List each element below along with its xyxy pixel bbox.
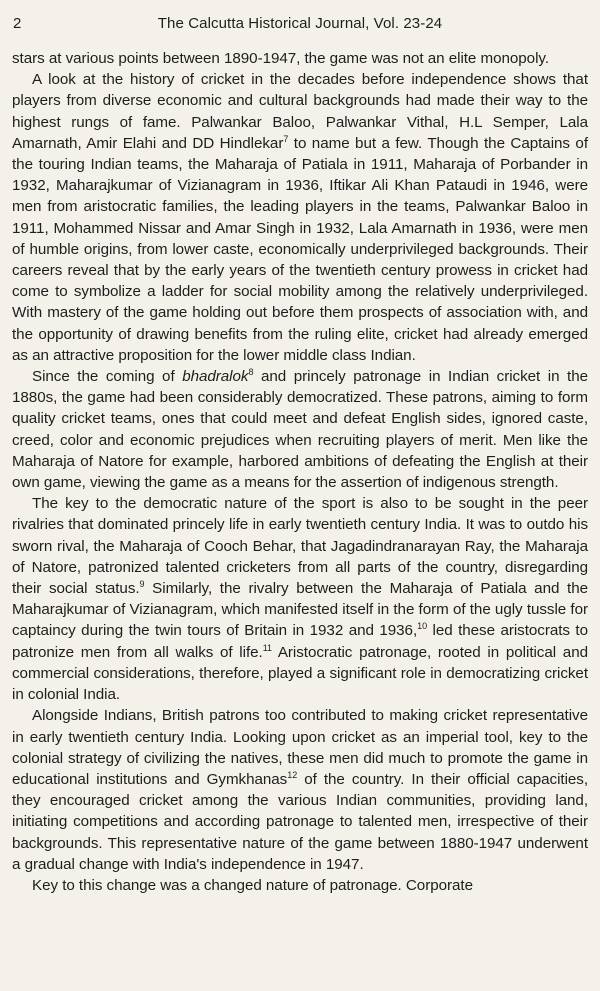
- paragraph-text: Aristocratic patronage, rooted in political and commercial considerations, therefore, played a significant role in democratizing cricket in colonial India.: [12, 643, 588, 704]
- paragraph: [12, 366, 588, 493]
- paragraph-text: to name but a few. Though the Captains of the touring Indian teams, the Maharaja of Patiala in 1911, Maharaja of Porbander in 1932, Maharajkumar of Vizianagram in 1936, Iftikar Ali Khan Pataudi in 1946, were men from aristocratic families, the leading players in the teams, Palwankar Baloo in 1911, Mohammed Nissar and Amar Singh in 1932, Lala Amarnath in 1936, were men of humble origins, from lower caste, economically underprivileged backgrounds. Their careers reveal that by the early years of the twentieth century prowess in cricket had come to symbolize a ladder for social mobility among the relatively underprivileged. With mastery of the game holding out before them prospects of association with, and the opportunity of drawing benefits from the ruling elite, cricket had already emerged as an attractive proposition for the lower middle class Indian.: [12, 134, 588, 364]
- paragraph: Key to this change was a changed nature of patronage. Corporate: [32, 876, 473, 894]
- paragraph-text: led these aristocrats to patronize men from all walks of life.: [12, 622, 588, 661]
- footnote-marker: 10: [417, 621, 428, 632]
- body-text: [12, 48, 588, 896]
- footnote-marker: 8: [248, 367, 254, 378]
- paragraph-text: and princely patronage in Indian cricket in the 1880s, the game had been considerably democratized. These patrons, aiming to form quality cricket teams, ones that could meet and defeat English sides, ignored caste, creed, color and economic prejudices when recruiting players of merit. Men like the Maharaja of Natore for example, harbored ambitions of defeating the English at their own game, viewing the game as a means for the assertion of indigenous strength.: [12, 368, 589, 492]
- footnote-marker: 12: [287, 769, 298, 780]
- paragraph-continuation: stars at various points between 1890-1947, the game was not an elite monopoly.: [12, 50, 549, 67]
- footnote-marker: 7: [283, 133, 289, 144]
- paragraph: [12, 493, 588, 705]
- footnote-marker: 9: [139, 579, 145, 590]
- page-number: 2: [13, 15, 22, 32]
- running-header: [12, 10, 588, 38]
- paragraph-text: of the country. In their official capacities, they encouraged cricket among the various Indian communities, providing land, initiating competitions and according patronage to talented men, irrespective of their backgrounds. This representative nature of the game between 1880-1947 underwent a gradual change with India's independence in 1947.: [12, 770, 588, 873]
- paragraph-text: The key to the democratic nature of the sport is also to be sought in the peer rivalries that dominated princely life in early twentieth century India. It was to outdo his sworn rival, the Maharaja of Cooch Behar, that Jagadindranarayan Ray, the Maharaja of Natore, patronized talented cricketers from all parts of the country, disregarding their social status.: [12, 495, 588, 598]
- paragraph: [12, 705, 588, 875]
- italic-term: bhadralok: [182, 368, 249, 386]
- paragraph-text: A look at the history of cricket in the decades before independence shows that players from diverse economic and cultural backgrounds had made their way to the highest rungs of fame. Palwankar Baloo, Palwankar Vithal, H.L Semper, Lala Amarnath, Amir Elahi and DD Hindlekar: [12, 71, 588, 152]
- footnote-marker: 11: [262, 642, 272, 653]
- paragraph-text: Alongside Indians, British patrons too contributed to making cricket representative in early twentieth century India. Looking upon cricket as an imperial tool, key to the colonial strategy of civilizing the natives, these men did much to promote the game in educational institutions and Gymkhanas: [12, 707, 588, 788]
- paragraph-text: Since the coming of: [32, 368, 183, 386]
- journal-title: The Calcutta Historical Journal, Vol. 23-24: [157, 15, 443, 32]
- paragraph-text: Similarly, the rivalry between the Maharaja of Patiala and the Maharajkumar of Vizianagram, which manifested itself in the form of the ugly tussle for captaincy during the twin tours of Britain in 1932 and 1936,: [12, 580, 588, 640]
- paragraph: [12, 69, 588, 366]
